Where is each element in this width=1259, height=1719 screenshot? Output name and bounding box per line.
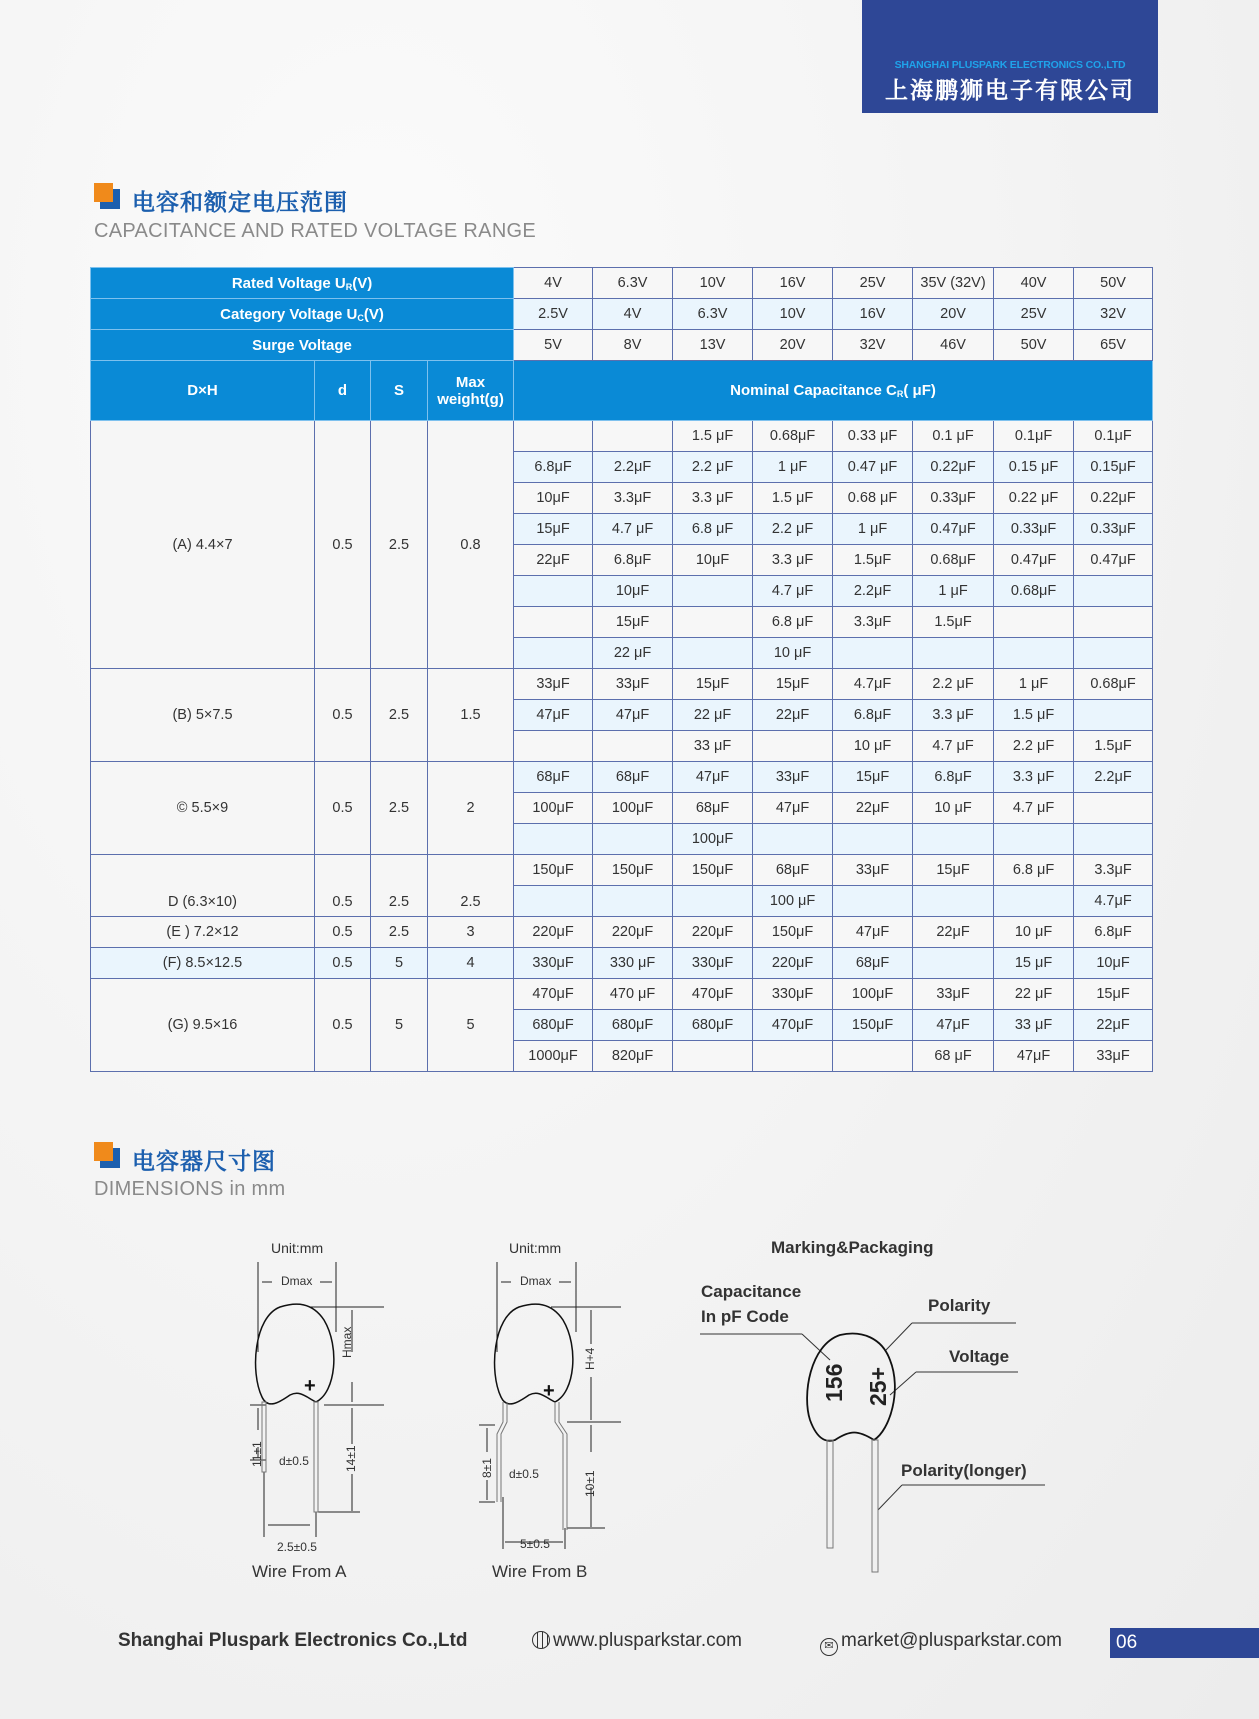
marking-pf-code-label: In pF Code (701, 1307, 789, 1326)
capacitance-cell: 6.8μF (1074, 917, 1153, 948)
capacitance-cell: 3.3 μF (753, 545, 833, 576)
capacitance-cell: 6.8μF (514, 452, 593, 483)
col-header-weight: Max weight(g) (428, 361, 514, 421)
capacitance-cell: 33 μF (994, 1010, 1074, 1041)
rated-voltage-cell: 50V (1074, 268, 1153, 299)
capacitance-cell: 6.8μF (593, 545, 673, 576)
capacitance-cell: 100 μF (753, 886, 833, 917)
capacitance-cell: 68μF (753, 855, 833, 886)
capacitance-cell (994, 824, 1074, 855)
capacitance-cell (1074, 793, 1153, 824)
capacitance-cell: 6.8 μF (753, 607, 833, 638)
lead-diameter-cell: 0.5 (315, 421, 371, 669)
surge-voltage-cell: 13V (673, 330, 753, 361)
capacitance-cell: 3.3 μF (673, 483, 753, 514)
table-row (91, 762, 1153, 793)
capacitance-cell (753, 731, 833, 762)
lead-spacing-cell: 2.5 (371, 762, 428, 855)
capacitance-cell (994, 886, 1074, 917)
max-weight-cell: 2.5 (428, 855, 514, 917)
capacitance-cell: 470μF (514, 979, 593, 1010)
capacitance-cell: 1.5 μF (753, 483, 833, 514)
marking-code-text: 156 (821, 1363, 847, 1402)
capacitance-cell (913, 948, 994, 979)
size-cell: (G) 9.5×16 (91, 979, 315, 1072)
capacitance-cell: 2.2 μF (994, 731, 1074, 762)
capacitance-cell: 330μF (753, 979, 833, 1010)
capacitance-cell: 330 μF (593, 948, 673, 979)
lead-diameter-cell: 0.5 (315, 948, 371, 979)
capacitance-cell: 330μF (514, 948, 593, 979)
capacitance-cell: 1 μF (913, 576, 994, 607)
table-row (91, 979, 1153, 1010)
capacitance-cell (593, 421, 673, 452)
surge-voltage-cell: 46V (913, 330, 994, 361)
diagram-a-lead-long: 14±1 (344, 1445, 358, 1472)
capacitance-cell: 10 μF (913, 793, 994, 824)
capacitance-cell: 3.3μF (593, 483, 673, 514)
capacitance-cell: 0.15μF (1074, 452, 1153, 483)
marking-voltage-label: Voltage (949, 1347, 1010, 1366)
company-name-cn: 上海鹏狮电子有限公司 (885, 78, 1135, 104)
capacitance-cell: 22μF (833, 793, 913, 824)
capacitance-cell (753, 824, 833, 855)
capacitance-cell: 47μF (994, 1041, 1074, 1072)
capacitance-cell (1074, 824, 1153, 855)
capacitance-cell (833, 824, 913, 855)
capacitance-cell: 1.5 μF (994, 700, 1074, 731)
table-row (91, 917, 1153, 948)
globe-icon (532, 1631, 550, 1649)
capacitance-cell (673, 607, 753, 638)
section1-title-cn: 电容和额定电压范围 (132, 190, 348, 216)
diagram-b-height: H+4 (583, 1347, 597, 1370)
capacitance-cell (994, 607, 1074, 638)
capacitance-cell (833, 638, 913, 669)
rated-voltage-cell: 10V (673, 268, 753, 299)
capacitance-cell: 220μF (593, 917, 673, 948)
marking-capacitance-label: Capacitance (701, 1282, 802, 1301)
capacitance-cell: 10μF (1074, 948, 1153, 979)
size-cell: (F) 8.5×12.5 (91, 948, 315, 979)
capacitance-cell: 1.5μF (1074, 731, 1153, 762)
brand-header (862, 0, 1158, 113)
capacitance-cell (514, 731, 593, 762)
capacitance-cell: 0.1μF (1074, 421, 1153, 452)
capacitance-cell: 4.7μF (833, 669, 913, 700)
capacitance-cell: 470μF (753, 1010, 833, 1041)
capacitance-cell: 4.7 μF (994, 793, 1074, 824)
capacitance-cell: 10μF (514, 483, 593, 514)
capacitance-cell: 100μF (514, 793, 593, 824)
capacitance-cell: 10μF (673, 545, 753, 576)
rated-voltage-cell: 16V (753, 268, 833, 299)
col-header-s: S (371, 361, 428, 421)
capacitance-cell: 68μF (514, 762, 593, 793)
capacitance-cell: 4.7μF (1074, 886, 1153, 917)
section-square-icon (94, 1142, 120, 1168)
section2-title-cn: 电容器尺寸图 (132, 1149, 276, 1175)
diagram-b-dmax: Dmax (520, 1274, 552, 1288)
section2-title-en: DIMENSIONS in mm (94, 1178, 286, 1200)
diagram-a-height: Hmax (340, 1326, 354, 1358)
surge-voltage-cell: 5V (514, 330, 593, 361)
capacitance-cell: 15 μF (994, 948, 1074, 979)
capacitance-cell: 15μF (913, 855, 994, 886)
capacitance-cell: 15μF (833, 762, 913, 793)
capacitance-cell: 33μF (593, 669, 673, 700)
marking-title: Marking&Packaging (771, 1238, 934, 1257)
capacitance-cell: 1 μF (753, 452, 833, 483)
rated-voltage-cell: 40V (994, 268, 1074, 299)
capacitance-cell (913, 886, 994, 917)
capacitance-cell: 1 μF (833, 514, 913, 545)
capacitance-cell: 0.47μF (913, 514, 994, 545)
rated-voltage-cell: 6.3V (593, 268, 673, 299)
size-cell: (E ) 7.2×12 (91, 917, 315, 948)
capacitance-cell: 2.2 μF (753, 514, 833, 545)
capacitance-voltage-table (90, 267, 1153, 1072)
max-weight-cell: 2 (428, 762, 514, 855)
category-voltage-cell: 10V (753, 299, 833, 330)
size-cell: (B) 5×7.5 (91, 669, 315, 762)
diagram-a-lead-short: 11±1 (250, 1441, 264, 1467)
capacitance-cell: 15μF (673, 669, 753, 700)
marking-polarity-longer-label: Polarity(longer) (901, 1461, 1027, 1480)
capacitance-cell: 6.8 μF (994, 855, 1074, 886)
capacitance-cell: 330μF (673, 948, 753, 979)
diagram-a-pitch: 2.5±0.5 (277, 1540, 317, 1554)
capacitance-cell: 15μF (1074, 979, 1153, 1010)
svg-text:+: + (304, 1375, 316, 1397)
capacitance-cell: 1000μF (514, 1041, 593, 1072)
capacitance-cell: 15μF (514, 514, 593, 545)
capacitance-cell (913, 638, 994, 669)
footer-website[interactable]: www.plusparkstar.com (532, 1630, 742, 1652)
category-voltage-cell: 25V (994, 299, 1074, 330)
diagram-a-unit: Unit:mm (271, 1240, 324, 1256)
capacitance-cell: 3.3 μF (913, 700, 994, 731)
capacitance-cell: 470 μF (593, 979, 673, 1010)
capacitance-cell: 68μF (833, 948, 913, 979)
capacitance-cell: 33 μF (673, 731, 753, 762)
capacitance-cell (994, 638, 1074, 669)
capacitance-cell (753, 1041, 833, 1072)
capacitance-cell: 6.8 μF (673, 514, 753, 545)
capacitance-cell: 470μF (673, 979, 753, 1010)
capacitance-cell (1074, 576, 1153, 607)
capacitance-cell: 0.68μF (753, 421, 833, 452)
table-row (91, 421, 1153, 452)
lead-diameter-cell: 0.5 (315, 979, 371, 1072)
capacitance-cell (1074, 607, 1153, 638)
capacitance-cell: 0.33μF (913, 483, 994, 514)
capacitance-cell: 1.5μF (833, 545, 913, 576)
max-weight-cell: 1.5 (428, 669, 514, 762)
max-weight-cell: 0.8 (428, 421, 514, 669)
category-voltage-cell: 16V (833, 299, 913, 330)
diagram-b-caption: Wire From B (492, 1562, 588, 1581)
capacitance-cell: 0.15 μF (994, 452, 1074, 483)
capacitance-cell: 22μF (913, 917, 994, 948)
capacitance-cell (673, 886, 753, 917)
marking-voltage-text: 25+ (865, 1366, 891, 1406)
capacitance-cell (673, 576, 753, 607)
capacitance-cell: 0.68μF (994, 576, 1074, 607)
capacitance-cell: 47μF (593, 700, 673, 731)
capacitance-cell: 2.2μF (593, 452, 673, 483)
capacitance-cell (913, 824, 994, 855)
column-header-row (91, 361, 1153, 421)
section-square-icon (94, 183, 120, 209)
capacitance-cell: 820μF (593, 1041, 673, 1072)
footer-company: Shanghai Pluspark Electronics Co.,Ltd (118, 1630, 468, 1651)
capacitance-cell: 22μF (753, 700, 833, 731)
rated-voltage-cell: 4V (514, 268, 593, 299)
lead-spacing-cell: 2.5 (371, 421, 428, 669)
surge-voltage-cell: 8V (593, 330, 673, 361)
capacitance-cell: 100μF (833, 979, 913, 1010)
capacitance-cell: 3.3μF (833, 607, 913, 638)
capacitance-cell (514, 824, 593, 855)
capacitance-cell: 22 μF (994, 979, 1074, 1010)
capacitance-cell (833, 1041, 913, 1072)
size-cell: D (6.3×10) (91, 855, 315, 917)
max-weight-cell: 3 (428, 917, 514, 948)
capacitance-body (91, 421, 1153, 1072)
capacitance-cell: 22 μF (593, 638, 673, 669)
category-voltage-cell: 20V (913, 299, 994, 330)
size-cell: (A) 4.4×7 (91, 421, 315, 669)
capacitance-cell: 2.2μF (833, 576, 913, 607)
capacitance-cell: 47μF (913, 1010, 994, 1041)
footer-email[interactable]: ✉ market@plusparkstar.com (820, 1630, 1062, 1656)
capacitance-cell: 0.22 μF (994, 483, 1074, 514)
lead-diameter-cell: 0.5 (315, 669, 371, 762)
capacitance-cell: 22 μF (673, 700, 753, 731)
capacitance-cell: 0.47 μF (833, 452, 913, 483)
capacitance-cell: 22μF (1074, 1010, 1153, 1041)
capacitance-cell: 680μF (673, 1010, 753, 1041)
rated-voltage-label: Rated Voltage $U_R(V)$ (91, 268, 514, 299)
capacitance-cell: 6.8μF (913, 762, 994, 793)
capacitance-cell: 0.33μF (994, 514, 1074, 545)
capacitance-cell: 4.7 μF (593, 514, 673, 545)
capacitance-cell: 33μF (833, 855, 913, 886)
capacitance-cell: 1.5 μF (673, 421, 753, 452)
category-voltage-cell: 32V (1074, 299, 1153, 330)
capacitance-cell: 150μF (753, 917, 833, 948)
surge-voltage-cell: 65V (1074, 330, 1153, 361)
capacitance-cell: 47μF (833, 917, 913, 948)
capacitance-cell (593, 886, 673, 917)
capacitance-cell: 47μF (673, 762, 753, 793)
rated-voltage-cell: 25V (833, 268, 913, 299)
max-weight-cell: 5 (428, 979, 514, 1072)
lead-spacing-cell: 2.5 (371, 855, 428, 917)
table-row (91, 855, 1153, 886)
capacitance-cell (1074, 700, 1153, 731)
mail-icon: ✉ (820, 1638, 838, 1656)
diagram-a-wire-d: d±0.5 (279, 1454, 309, 1468)
diagram-a-caption: Wire From A (252, 1562, 347, 1581)
surge-voltage-label: Surge Voltage (91, 330, 514, 361)
lead-spacing-cell: 2.5 (371, 917, 428, 948)
capacitance-cell (514, 421, 593, 452)
capacitance-cell: 100μF (673, 824, 753, 855)
capacitance-cell: 68 μF (913, 1041, 994, 1072)
capacitance-cell: 2.2 μF (913, 669, 994, 700)
col-header-d: d (315, 361, 371, 421)
rated-voltage-cell: 35V (32V) (913, 268, 994, 299)
category-voltage-row (91, 299, 1153, 330)
capacitance-cell: 33μF (1074, 1041, 1153, 1072)
capacitance-cell: 0.33 μF (833, 421, 913, 452)
surge-voltage-cell: 50V (994, 330, 1074, 361)
capacitance-cell: 68μF (673, 793, 753, 824)
diagram-b-lead-short: 8±1 (480, 1458, 494, 1478)
capacitance-cell: 220μF (753, 948, 833, 979)
category-voltage-cell: 4V (593, 299, 673, 330)
capacitance-cell: 0.68μF (913, 545, 994, 576)
capacitance-cell (514, 607, 593, 638)
capacitance-cell: 1.5μF (913, 607, 994, 638)
capacitance-cell: 0.22μF (913, 452, 994, 483)
lead-spacing-cell: 5 (371, 948, 428, 979)
capacitance-cell: 150μF (514, 855, 593, 886)
capacitance-cell: 10 μF (994, 917, 1074, 948)
capacitance-cell (833, 886, 913, 917)
capacitance-cell: 0.1μF (994, 421, 1074, 452)
capacitance-cell: 680μF (514, 1010, 593, 1041)
capacitance-cell: 10 μF (833, 731, 913, 762)
capacitance-cell (673, 638, 753, 669)
lead-diameter-cell: 0.5 (315, 917, 371, 948)
capacitance-cell: 22μF (514, 545, 593, 576)
category-voltage-cell: 2.5V (514, 299, 593, 330)
capacitance-cell (593, 731, 673, 762)
diagram-b-wire-d: d±0.5 (509, 1467, 539, 1481)
table-row (91, 669, 1153, 700)
col-header-nominal-capacitance: Nominal Capacitance $C_R$( μF) (514, 361, 1153, 421)
capacitance-cell: 0.47μF (994, 545, 1074, 576)
lead-diameter-cell: 0.5 (315, 762, 371, 855)
svg-text:+: + (543, 1380, 555, 1402)
capacitance-cell: 10 μF (753, 638, 833, 669)
capacitance-cell: 100μF (593, 793, 673, 824)
col-header-dxh: D×H (91, 361, 315, 421)
capacitance-cell: 4.7 μF (753, 576, 833, 607)
category-voltage-cell: 6.3V (673, 299, 753, 330)
capacitance-cell: 6.8μF (833, 700, 913, 731)
capacitance-cell: 0.1 μF (913, 421, 994, 452)
capacitance-cell: 3.3 μF (994, 762, 1074, 793)
capacitance-cell: 10μF (593, 576, 673, 607)
capacitance-cell (514, 576, 593, 607)
capacitance-cell: 68μF (593, 762, 673, 793)
capacitance-cell (593, 824, 673, 855)
section1-title-en: CAPACITANCE AND RATED VOLTAGE RANGE (94, 220, 537, 242)
capacitor-wire-a-diagram (240, 1262, 400, 1562)
capacitance-cell: 0.33μF (1074, 514, 1153, 545)
capacitance-cell: 220μF (673, 917, 753, 948)
capacitance-cell: 33μF (514, 669, 593, 700)
lead-spacing-cell: 5 (371, 979, 428, 1072)
rated-voltage-row (91, 268, 1153, 299)
capacitance-cell: 15μF (593, 607, 673, 638)
capacitance-cell: 220μF (514, 917, 593, 948)
capacitance-cell (1074, 638, 1153, 669)
size-cell: © 5.5×9 (91, 762, 315, 855)
company-name-en: SHANGHAI PLUSPARK ELECTRONICS CO.,LTD (894, 59, 1126, 71)
capacitance-cell (673, 1041, 753, 1072)
capacitance-cell: 150μF (833, 1010, 913, 1041)
lead-diameter-cell: 0.5 (315, 855, 371, 917)
capacitance-cell: 0.68μF (1074, 669, 1153, 700)
capacitance-cell: 47μF (514, 700, 593, 731)
surge-voltage-row (91, 330, 1153, 361)
max-weight-cell: 4 (428, 948, 514, 979)
page-number: 06 (1110, 1628, 1259, 1658)
diagram-b-pitch: 5±0.5 (520, 1537, 550, 1551)
capacitance-cell: 150μF (593, 855, 673, 886)
capacitance-cell: 680μF (593, 1010, 673, 1041)
diagram-b-unit: Unit:mm (509, 1240, 562, 1256)
capacitance-cell: 4.7 μF (913, 731, 994, 762)
capacitance-cell: 2.2μF (1074, 762, 1153, 793)
capacitance-cell (514, 638, 593, 669)
lead-spacing-cell: 2.5 (371, 669, 428, 762)
table-row (91, 948, 1153, 979)
capacitance-cell: 0.47μF (1074, 545, 1153, 576)
surge-voltage-cell: 20V (753, 330, 833, 361)
capacitance-cell: 150μF (673, 855, 753, 886)
diagram-b-lead-long: 10±1 (583, 1470, 597, 1497)
capacitance-cell (514, 886, 593, 917)
capacitance-cell: 33μF (753, 762, 833, 793)
diagram-a-dmax: Dmax (281, 1274, 313, 1288)
capacitor-wire-b-diagram (475, 1262, 635, 1562)
capacitance-cell: 47μF (753, 793, 833, 824)
capacitance-cell: 1 μF (994, 669, 1074, 700)
surge-voltage-cell: 32V (833, 330, 913, 361)
capacitance-cell: 2.2 μF (673, 452, 753, 483)
capacitance-cell: 0.22μF (1074, 483, 1153, 514)
capacitance-cell: 3.3μF (1074, 855, 1153, 886)
capacitance-cell: 33μF (913, 979, 994, 1010)
marking-polarity-label: Polarity (928, 1296, 991, 1315)
category-voltage-label: Category Voltage $U_C(V)$ (91, 299, 514, 330)
capacitance-cell: 15μF (753, 669, 833, 700)
capacitor-marking-diagram (690, 1230, 1070, 1580)
capacitance-cell: 0.68 μF (833, 483, 913, 514)
